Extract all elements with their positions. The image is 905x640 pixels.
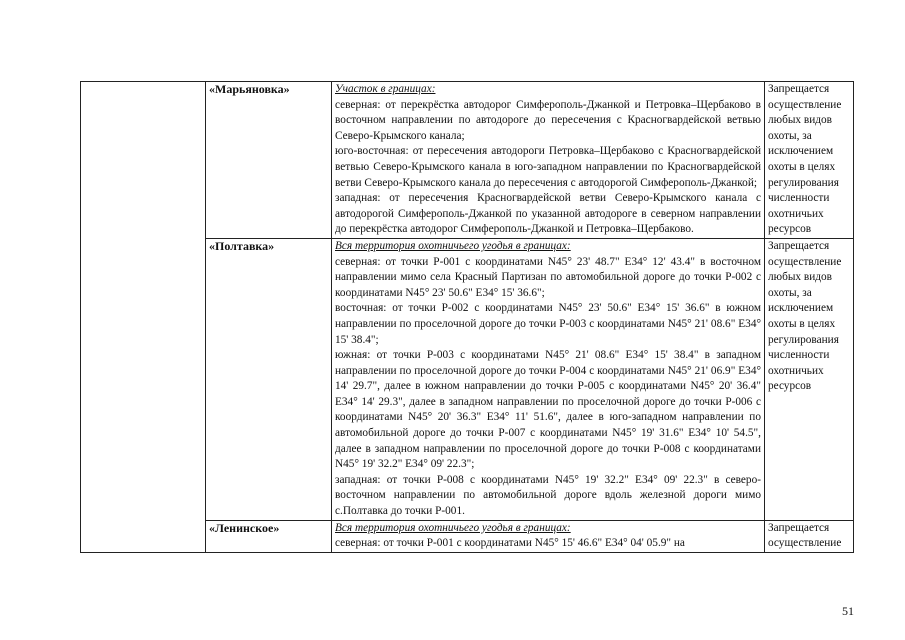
boundary-north: северная: от перекрёстка автодорог Симферополь-Джанкой и Петровка–Щербаково в восточном направлении по автодороге до пересечения с Красногвардейской ветвью Северо-Крымского канала; xyxy=(335,98,761,142)
boundary-description xyxy=(332,238,765,520)
restriction-note: Запрещается осуществление любых видов охоты, за исключением охоты в целях регулирования численности охотничьих ресурсов xyxy=(765,82,854,239)
ground-name: «Ленинское» xyxy=(206,520,332,552)
boundary-heading: Участок в границах: xyxy=(335,83,436,95)
boundary-description xyxy=(332,82,765,239)
boundary-west: западная: от пересечения Красногвардейской ветви Северо-Крымского канала с автодорогой Симферополь-Джанкой по указанной автодороге в северном направлении до перекрёстка автодорог Симферополь-Джанкой и Петровка–Щербаково. xyxy=(335,192,761,236)
table-row xyxy=(81,82,854,239)
boundary-south: южная: от точки Р-003 с координатами N45° 21' 08.6" E34° 15' 38.4" в западном направлении по проселочной дороге до точки Р-004 с координатами N45° 21' 06.9" E34° 14' 29.7", далее в южном направлении до точки Р-005 с координатами N45° 20' 36.4" E34° 14' 29.3", далее в западном направлении по проселочной дороге до точки Р-006 с координатами N45° 20' 36.3" E34° 11' 51.6", далее в юго-западном направлении по автомобильной дороге до точки Р-007 с координатами N45° 19' 31.6" E34° 10' 54.5", далее в западном направлении по проселочной дороге до точки Р-008 с координатами N45° 19' 32.2" E34° 09' 22.3"; xyxy=(335,349,761,471)
boundary-west: западная: от точки Р-008 с координатами N45° 19' 32.2" E34° 09' 22.3" в северо-восточном направлении по автомобильной дороге вдоль железной дороги мимо с.Полтавка до точки Р-001. xyxy=(335,473,761,518)
boundary-north: северная: от точки Р-001 с координатами N45° 23' 48.7" E34° 12' 43.4" в восточном направлении мимо села Красный Партизан по автомобильной дороге до точки Р-002 с координатами N45° 23' 50.6" E34° 15' 36.6"; xyxy=(335,255,761,299)
boundary-north: северная: от точки Р-001 с координатами N45° 15' 46.6" E34° 04' 05.9" на xyxy=(335,537,685,550)
boundary-east: восточная: от точки Р-002 с координатами N45° 23' 50.6" E34° 15' 36.6" в южном направлении по проселочной дороге до точки Р-003 с координатами N45° 21' 08.6" E34° 15' 38.4"; xyxy=(335,302,761,346)
blank-column-cell xyxy=(81,82,206,553)
ground-name: «Полтавка» xyxy=(206,238,332,520)
restriction-note: Запрещается осуществление любых видов охоты, за исключением охоты в целях регулирования численности охотничьих ресурсов xyxy=(765,238,854,520)
ground-name: «Марьяновка» xyxy=(206,82,332,239)
boundary-heading: Вся территория охотничьего угодья в границах: xyxy=(335,521,571,534)
boundary-description xyxy=(332,520,765,552)
restriction-note: Запрещается осуществление xyxy=(765,520,854,552)
boundary-southeast: юго-восточная: от пересечения автодороги Петровка–Щербаково с Красногвардейской ветвью Северо-Крымского канала в юго-западном направлении по Красногвардейской ветви Северо-Крымского канала до пересечения с автодорогой Симферополь-Джанкой; xyxy=(335,145,761,189)
hunting-grounds-table xyxy=(80,81,854,553)
page-number: 51 xyxy=(842,604,854,618)
boundary-heading: Вся территория охотничьего угодья в границах: xyxy=(335,239,571,252)
